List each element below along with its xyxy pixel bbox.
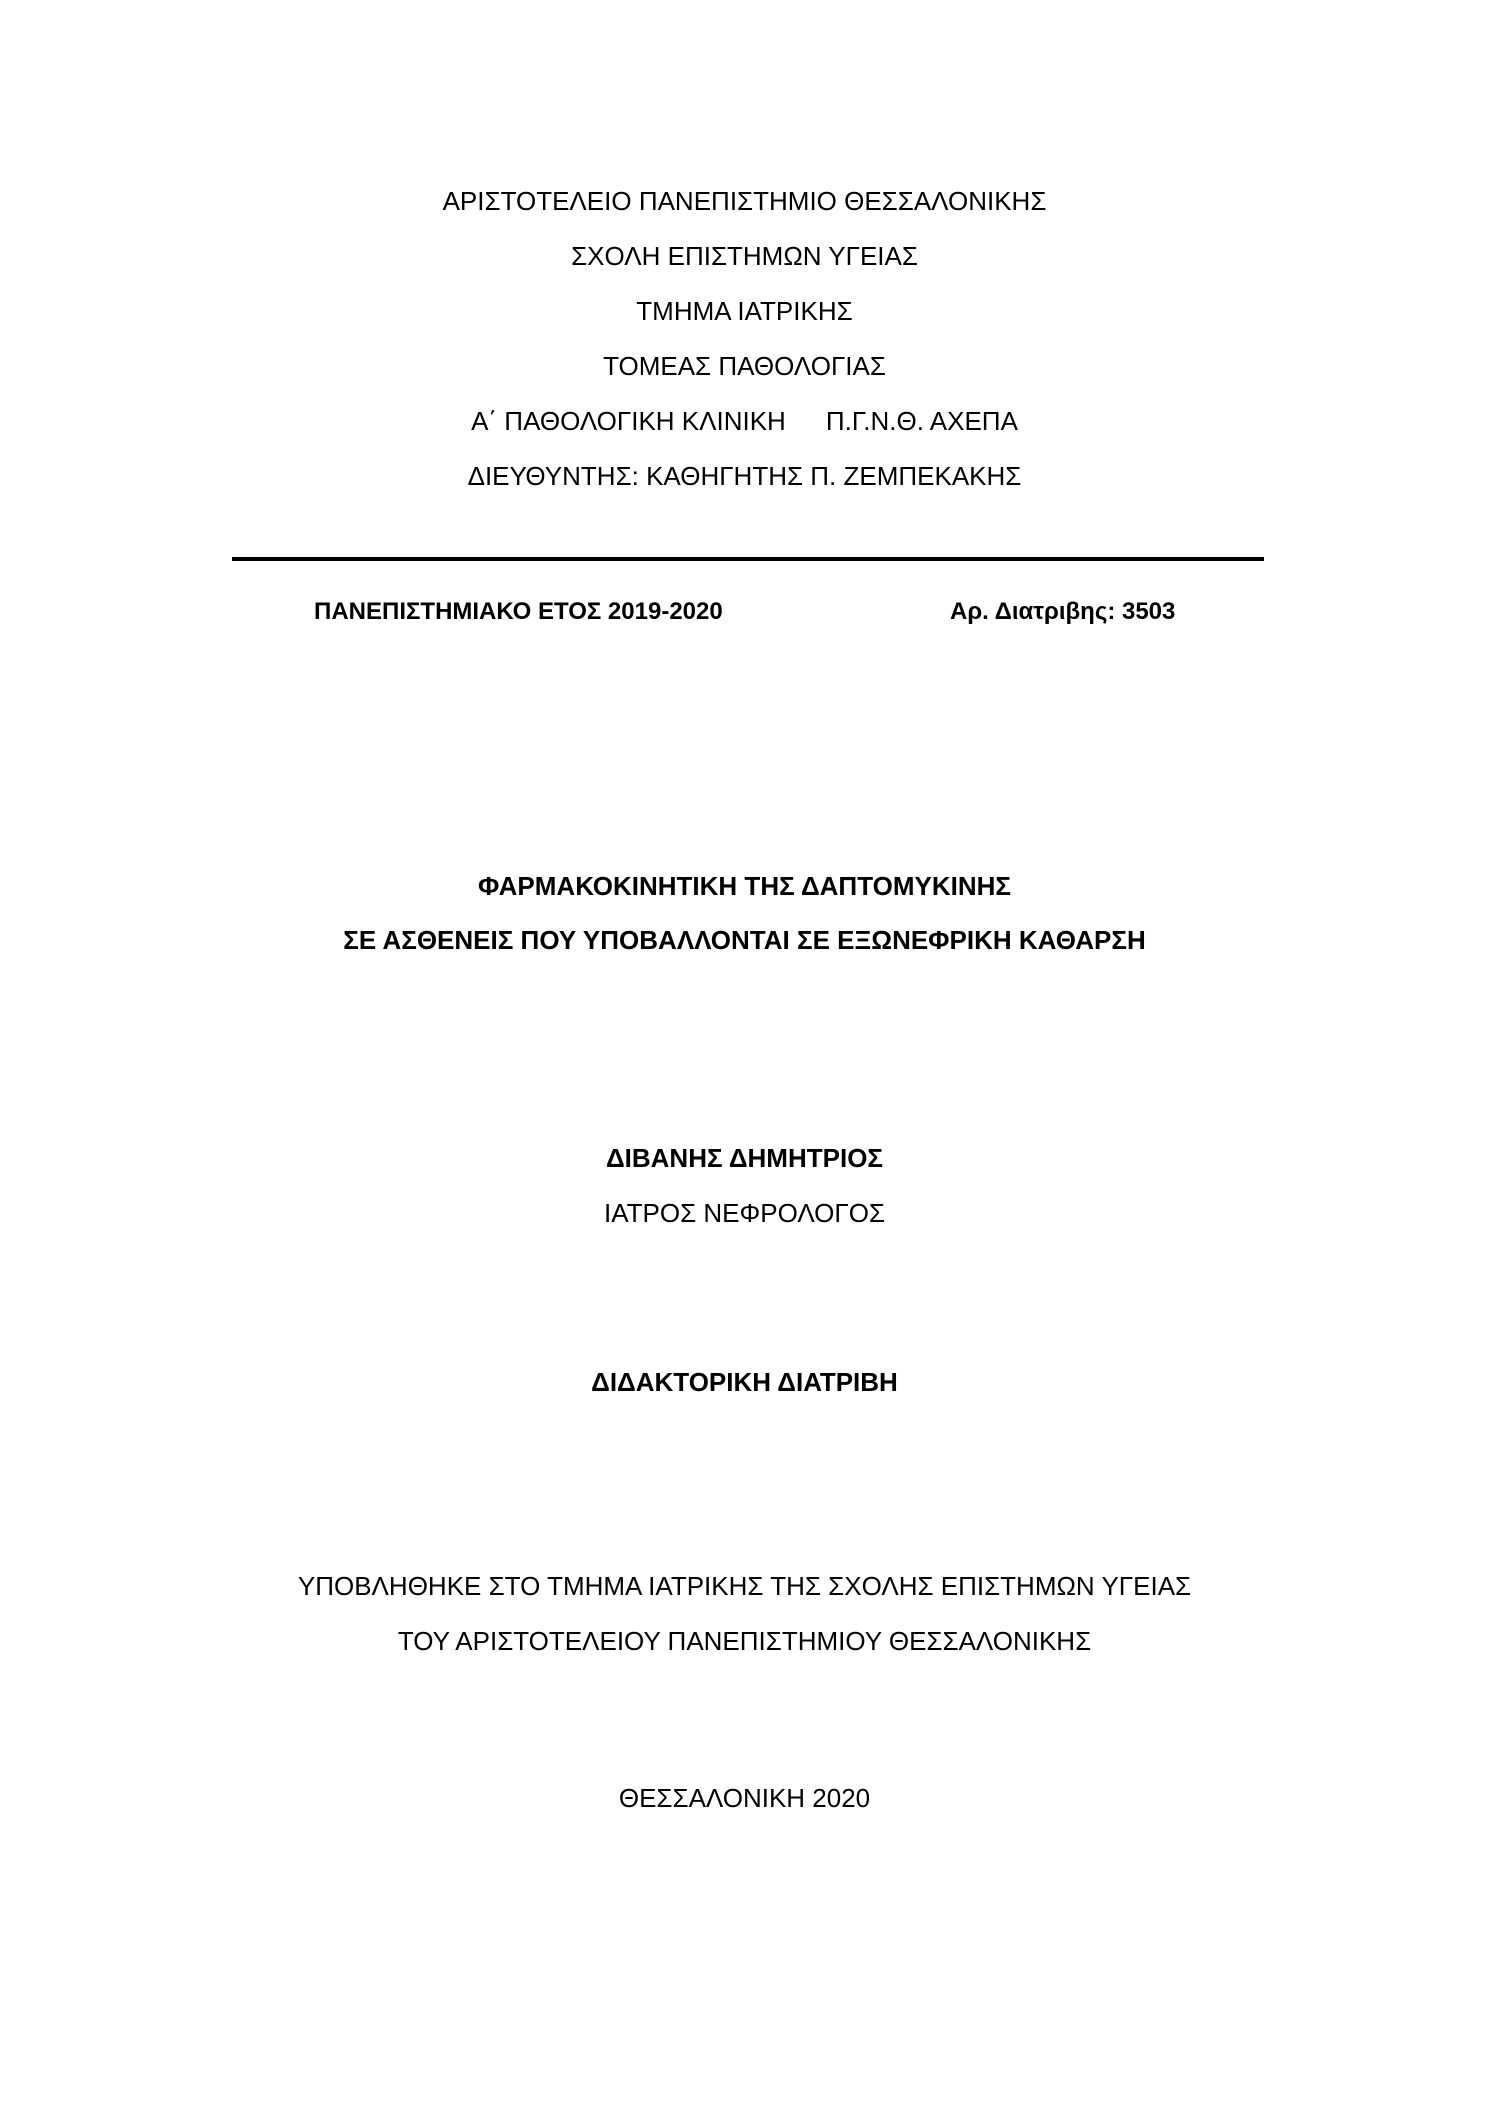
- department-name: ΤΜΗΜΑ ΙΑΤΡΙΚΗΣ: [636, 296, 853, 326]
- header-divider: [232, 557, 1264, 561]
- university-name: ΑΡΙΣΤΟΤΕΛΕΙΟ ΠΑΝΕΠΙΣΤΗΜΙΟ ΘΕΣΣΑΛΟΝΙΚΗΣ: [442, 186, 1047, 216]
- clinic-line: [0, 405, 1489, 437]
- thesis-title-line-2: ΣΕ ΑΣΘΕΝΕΙΣ ΠΟΥ ΥΠΟΒΑΛΛΟΝΤΑΙ ΣΕ ΕΞΩΝΕΦΡΙΚΗ ΚΑΘΑΡΣΗ: [343, 925, 1146, 955]
- thesis-number: Αρ. Διατριβης: 3503: [950, 598, 1176, 625]
- school-name: ΣΧΟΛΗ ΕΠΙΣΤΗΜΩΝ ΥΓΕΙΑΣ: [571, 241, 918, 271]
- submission-line-1: ΥΠΟΒΛΗΘΗΚΕ ΣΤΟ ΤΜΗΜΑ ΙΑΤΡΙΚΗΣ ΤΗΣ ΣΧΟΛΗΣ ΕΠΙΣΤΗΜΩΝ ΥΓΕΙΑΣ: [297, 1571, 1192, 1601]
- author-role: ΙΑΤΡΟΣ ΝΕΦΡΟΛΟΓΟΣ: [604, 1198, 885, 1228]
- document-type: ΔΙΔΑΚΤΟΡΙΚΗ ΔΙΑΤΡΙΒΗ: [591, 1367, 898, 1397]
- director-line: ΔΙΕΥΘΥΝΤΗΣ: ΚΑΘΗΓΗΤΗΣ Π. ΖΕΜΠΕΚΑΚΗΣ: [467, 461, 1022, 491]
- academic-year: ΠΑΝΕΠΙΣΤΗΜΙΑΚΟ ΕΤΟΣ 2019-2020: [314, 598, 723, 625]
- author-name: ΔΙΒΑΝΗΣ ΔΗΜΗΤΡΙΟΣ: [605, 1143, 884, 1173]
- hospital-name: Π.Γ.Ν.Θ. ΑΧΕΠΑ: [825, 406, 1018, 436]
- place-and-year: ΘΕΣΣΑΛΟΝΙΚΗ 2020: [618, 1783, 871, 1813]
- clinic-name: Α΄ ΠΑΘΟΛΟΓΙΚΗ ΚΛΙΝΙΚΗ: [471, 406, 786, 436]
- sector-name: ΤΟΜΕΑΣ ΠΑΘΟΛΟΓΙΑΣ: [603, 351, 886, 381]
- thesis-title-line-1: ΦΑΡΜΑΚΟΚΙΝΗΤΙΚΗ ΤΗΣ ΔΑΠΤΟΜΥΚΙΝΗΣ: [478, 871, 1011, 901]
- submission-line-2: ΤΟΥ ΑΡΙΣΤΟΤΕΛΕΙΟΥ ΠΑΝΕΠΙΣΤΗΜΙΟΥ ΘΕΣΣΑΛΟΝΙΚΗΣ: [397, 1626, 1092, 1656]
